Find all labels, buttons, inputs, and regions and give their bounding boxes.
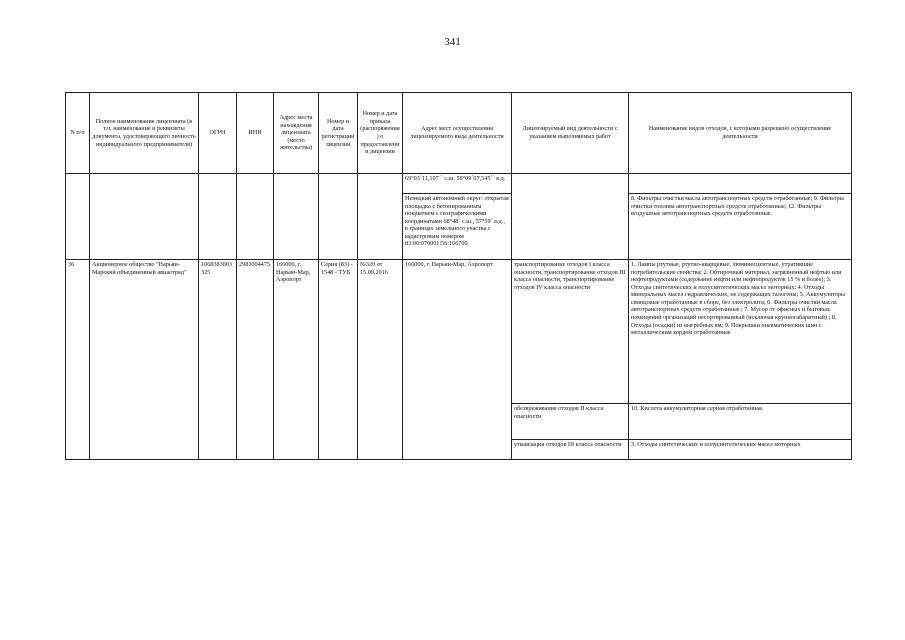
page-number: 341 [444, 36, 461, 48]
header-inn: ИНН [237, 93, 274, 174]
cell-activity-address: 166000, г. Нарьян-Мар, Аэропорт [403, 260, 512, 460]
header-waste-types: Наименование видов отходов, с которыми разрешено осуществление деятельности [629, 93, 852, 174]
header-ogrn: ОГРН [199, 93, 237, 174]
cell-empty [319, 174, 358, 260]
header-activity-address: Адрес мест осуществления лицензируемого вида деятельности [403, 93, 512, 174]
table-row [66, 260, 852, 404]
header-number: N п/п [66, 93, 90, 174]
cell-activity-utilization: утилизация отходов III класса опасности [512, 440, 629, 460]
header-order: Номер и дата приказа (распоряжения) о предоставлении лицензии [358, 93, 403, 174]
cell-order: №320 от 15.09.2016 [358, 260, 403, 460]
cell-address-coords: 69°03´11,107´´ с.ш. 58°09´07,545´´ в.д. [403, 174, 512, 194]
license-registry-table [65, 92, 852, 460]
cell-empty [90, 174, 199, 260]
cell-empty [199, 174, 237, 260]
cell-empty [358, 174, 403, 260]
cell-wastes-transport: 1. Лампы ртутные, ртутно-кварцевые, люминесцентные, утратившие потребительские свойства; 2. Обтирочный материал, загрязненный нефтью или нефтепродуктами (содержание нефти или нефтепродуктов 15 % и более); 3. Отходы синтетических и полусинтетических масел моторных; 4. Отходы минеральных масел гидравлических, не содержащих галогены; 5. Аккумуляторы свинцовые отработанные в сборе, без электролита; 6. Фильтры очистки масла автотранспортных средств отработанные ; 7. Мусор от офисных и бытовых помещений организаций несортированный (исключая крупногабаритный) ; 8. Отходы (осадки) из выгребных ям; 9. Покрышки пневматических шин с металлическим кордом отработанные [629, 260, 852, 404]
cell-waste-list-continued: 8. Фильтры очистки масла автотранспортных средств отработанные; 9. Фильтры очистки топлива автотранспортных средств отработанные; 12. Фильтры воздушные автотранспортных средств отработанные. [629, 194, 852, 260]
cell-registration: Серия (83) - 1548 - ТУБ [319, 260, 358, 460]
continuation-row-coords [66, 174, 852, 194]
cell-address-site: Ненецкий автономный округ: открытая площадка с бетонированным покрытием с географическими координатами 68°48´ с.ш., 57°59´ в.д., в границах земельного участка с кадастровым номером 83:00:070001:56:166700. [403, 194, 512, 260]
cell-wastes-neutralization: 10. Кислота аккумуляторная серная отработанная. [629, 404, 852, 440]
cell-activity-neutralization: обезвреживание отходов II класса опасности [512, 404, 629, 440]
cell-licensee-name: Акционерное общество "Нарьян-Марский объединенный авиаотряд" [90, 260, 199, 460]
cell-activity-transport: транспортирование отходов I класса опасности, транспортирование отходов III класса опасности, транспортирование отходов IV класса опасности [512, 260, 629, 404]
cell-empty [512, 174, 629, 260]
header-row [66, 93, 852, 174]
cell-wastes-utilization: 3. Отходы синтетических и полусинтетических масел моторных [629, 440, 852, 460]
cell-empty [629, 174, 852, 194]
cell-entry-number: 36 [66, 260, 90, 460]
cell-empty [274, 174, 319, 260]
cell-empty [66, 174, 90, 260]
cell-ogrn: 1068383003325 [199, 260, 237, 460]
header-licensee-name: Полное наименование лицензиата (в т.ч. наименование и реквизиты документа, удостоверяющего личность индивидуального предпринимателя) [90, 93, 199, 174]
header-activity-type: Лицензируемый вид деятельности с указанием выполняемых работ [512, 93, 629, 174]
header-registration: Номер и дата регистрации лицензии [319, 93, 358, 174]
cell-inn: 2983004475 [237, 260, 274, 460]
cell-empty [237, 174, 274, 260]
cell-location: 166000, г. Нарьян-Мар, Аэропорт [274, 260, 319, 460]
header-location: Адрес места нахождения лицензиата (место жительства) [274, 93, 319, 174]
